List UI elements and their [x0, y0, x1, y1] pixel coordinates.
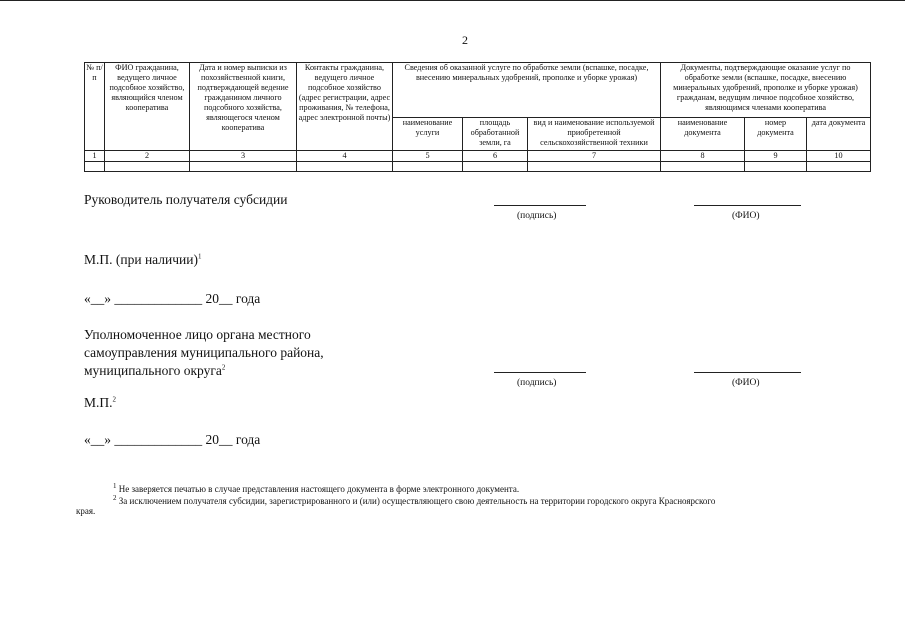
empty-cell[interactable] [393, 162, 463, 172]
footnote-1: $^1$ Не заверяется печатью в случае представления настоящего документа в форме электронного документа. [113, 482, 520, 494]
signature-caption: (подпись) [517, 211, 557, 221]
empty-cell[interactable] [528, 162, 661, 172]
signature-line[interactable] [494, 205, 586, 206]
empty-cell[interactable] [463, 162, 528, 172]
header-extract: Дата и номер выписки из похозяйственной книги, подтверждающей ведение гражданином личного подсобного хозяйства, являющегося членом кооператива [190, 63, 297, 151]
signature-caption: (подпись) [517, 378, 557, 388]
services-table [84, 62, 871, 172]
empty-cell[interactable] [745, 162, 807, 172]
header-num: № п/п [85, 63, 105, 151]
footnote-2-continued: края. [76, 506, 96, 516]
signature-line[interactable] [494, 372, 586, 373]
header-documents-group: Документы, подтверждающие оказание услуг по обработке земли (вспашке, посадке, внесению минеральных удобрений, прополке и уборке урожая) гражданам, ведущим личное подсобное хозяйство, являющимся членами кооператива [661, 63, 871, 118]
col-number: 5 [393, 151, 463, 162]
header-service-name: наименование услуги [393, 118, 463, 151]
header-area: площадь обработанной земли, га [463, 118, 528, 151]
head-label: Руководитель получателя субсидии [84, 192, 288, 207]
empty-cell[interactable] [190, 162, 297, 172]
empty-cell[interactable] [297, 162, 393, 172]
authorized-line-3: муниципального округа$^2$ [84, 363, 226, 378]
date-line[interactable]: «__» _____________ 20__ года [84, 291, 261, 306]
empty-cell[interactable] [105, 162, 190, 172]
page-number: 2 [462, 33, 468, 47]
header-doc-name: наименование документа [661, 118, 745, 151]
footnote-2: $^2$ За исключением получателя субсидии, зарегистрированного и (или) осуществляющего свою деятельность на территории городского округа Красноярского [113, 494, 716, 506]
header-service-group: Сведения об оказанной услуге по обработке земли (вспашке, посадке, внесению минеральных удобрений, прополке и уборке урожая) [393, 63, 661, 118]
empty-cell[interactable] [807, 162, 871, 172]
col-number: 10 [807, 151, 871, 162]
fio-caption: (ФИО) [732, 378, 760, 388]
header-contacts: Контакты гражданина, ведущего личное подсобное хозяйство (адрес регистрации, адрес проживания, № телефона, адрес электронной почты) [297, 63, 393, 151]
col-number: 1 [85, 151, 105, 162]
fio-line[interactable] [694, 372, 801, 373]
top-border [0, 0, 905, 1]
col-number: 3 [190, 151, 297, 162]
fio-caption: (ФИО) [732, 211, 760, 221]
authorized-line-2: самоуправления муниципального района, [84, 345, 324, 360]
col-number: 2 [105, 151, 190, 162]
header-doc-number: номер документа [745, 118, 807, 151]
stamp-label-2: М.П.$^2$ [84, 395, 117, 410]
col-number: 7 [528, 151, 661, 162]
fio-line[interactable] [694, 205, 801, 206]
col-number: 6 [463, 151, 528, 162]
empty-cell[interactable] [661, 162, 745, 172]
empty-cell[interactable] [85, 162, 105, 172]
col-number: 9 [745, 151, 807, 162]
header-doc-date: дата документа [807, 118, 871, 151]
col-number: 8 [661, 151, 745, 162]
col-number: 4 [297, 151, 393, 162]
stamp-label: М.П. (при наличии)$^1$ [84, 252, 202, 267]
authorized-line-1: Уполномоченное лицо органа местного [84, 327, 311, 342]
date-line[interactable]: «__» _____________ 20__ года [84, 432, 261, 447]
header-fio: ФИО гражданина, ведущего личное подсобное хозяйство, являющийся членом кооператива [105, 63, 190, 151]
header-machinery: вид и наименование используемой приобретенной сельскохозяйственной техники [528, 118, 661, 151]
